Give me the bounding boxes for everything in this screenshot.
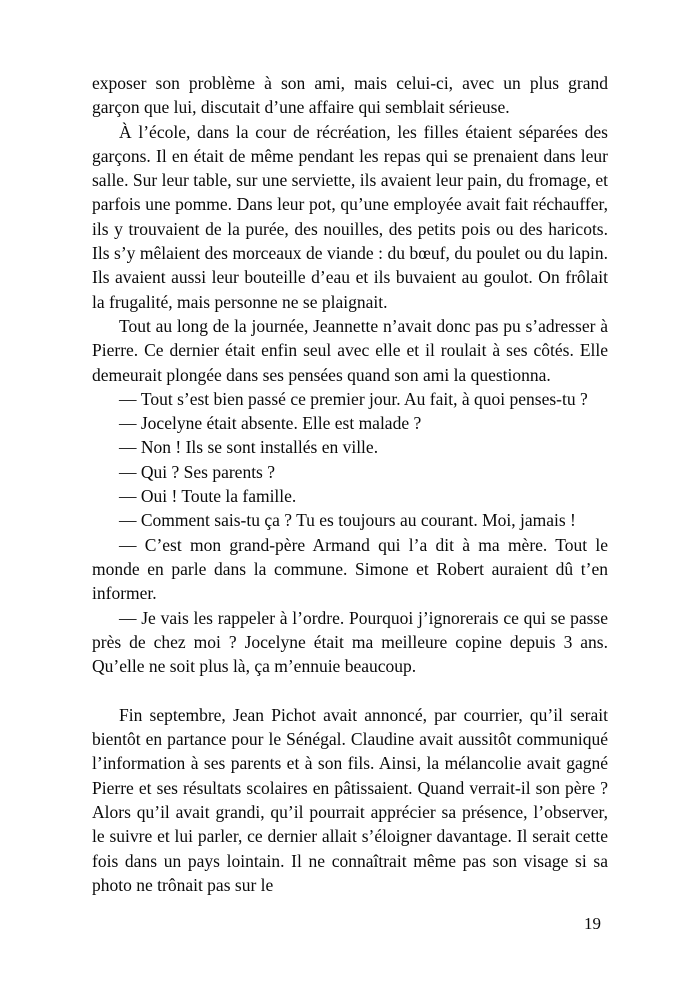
dialogue-line: — Comment sais-tu ça ? Tu es toujours au courant. Moi, jamais ! <box>119 510 576 531</box>
dialogue-line: — Jocelyne était absente. Elle est malade ? <box>119 413 422 434</box>
dialogue-line: — Tout s’est bien passé ce premier jour. Au fait, à quoi penses-tu ? <box>119 388 588 409</box>
dialogue-line: — Je vais les rappeler à l’ordre. Pourquoi j’ignorerais ce qui se passe près de chez moi ? Jocelyne était ma meilleure copine depuis 3 ans. Qu’elle ne soit plus là, ça m’ennuie beaucoup. <box>92 607 608 677</box>
dialogue-line: — Oui ! Toute la famille. <box>119 486 297 507</box>
page-text <box>92 71 608 897</box>
paragraph: Tout au long de la journée, Jeannette n’avait donc pas pu s’adresser à Pierre. Ce dernier était enfin seul avec elle et il roulait à ses côtés. Elle demeurait plongée dans ses pensées quand son ami la questionna. <box>92 315 608 385</box>
dialogue-line: — Qui ? Ses parents ? <box>119 461 276 482</box>
paragraph: Fin septembre, Jean Pichot avait annoncé, par courrier, qu’il serait bientôt en partance pour le Sénégal. Claudine avait aussitôt communiqué l’information à ses parents et à son fils. Ainsi, la mélancolie avait gagné Pierre et ses résultats scolaires en pâtissaient. Quand verrait-il son père ? Alors qu’il avait grandi, qu’il pourrait apprécier sa présence, l’observer, le suivre et lui parler, ce dernier allait s’éloigner davantage. Il serait cette fois dans un pays lointain. Il ne connaîtrait même pas son visage si sa photo ne trônait pas sur le <box>92 704 608 895</box>
paragraph-continuation: exposer son problème à son ami, mais celui-ci, avec un plus grand garçon que lui, discutait d’une affaire qui semblait sérieuse. <box>92 73 608 118</box>
dialogue-line: — C’est mon grand-père Armand qui l’a dit à ma mère. Tout le monde en parle dans la commune. Simone et Robert auraient dû t’en informer. <box>92 534 608 604</box>
dialogue-line: — Non ! Ils se sont installés en ville. <box>119 437 379 458</box>
paragraph: À l’école, dans la cour de récréation, les filles étaient séparées des garçons. Il en était de même pendant les repas qui se prenaient dans leur salle. Sur leur table, sur une serviette, ils avaient leur pain, du fromage, et parfois une pomme. Dans leur pot, qu’une employée avait fait réchauffer, ils y trouvaient de la purée, des nouilles, des petits pois ou des haricots. Ils s’y mêlaient des morceaux de viande : du bœuf, du poulet ou du lapin. Ils avaient aussi leur bouteille d’eau et ils buvaient au goulot. On frôlait la frugalité, mais personne ne se plaignait. <box>92 121 608 312</box>
page-number: 19 <box>584 914 601 933</box>
